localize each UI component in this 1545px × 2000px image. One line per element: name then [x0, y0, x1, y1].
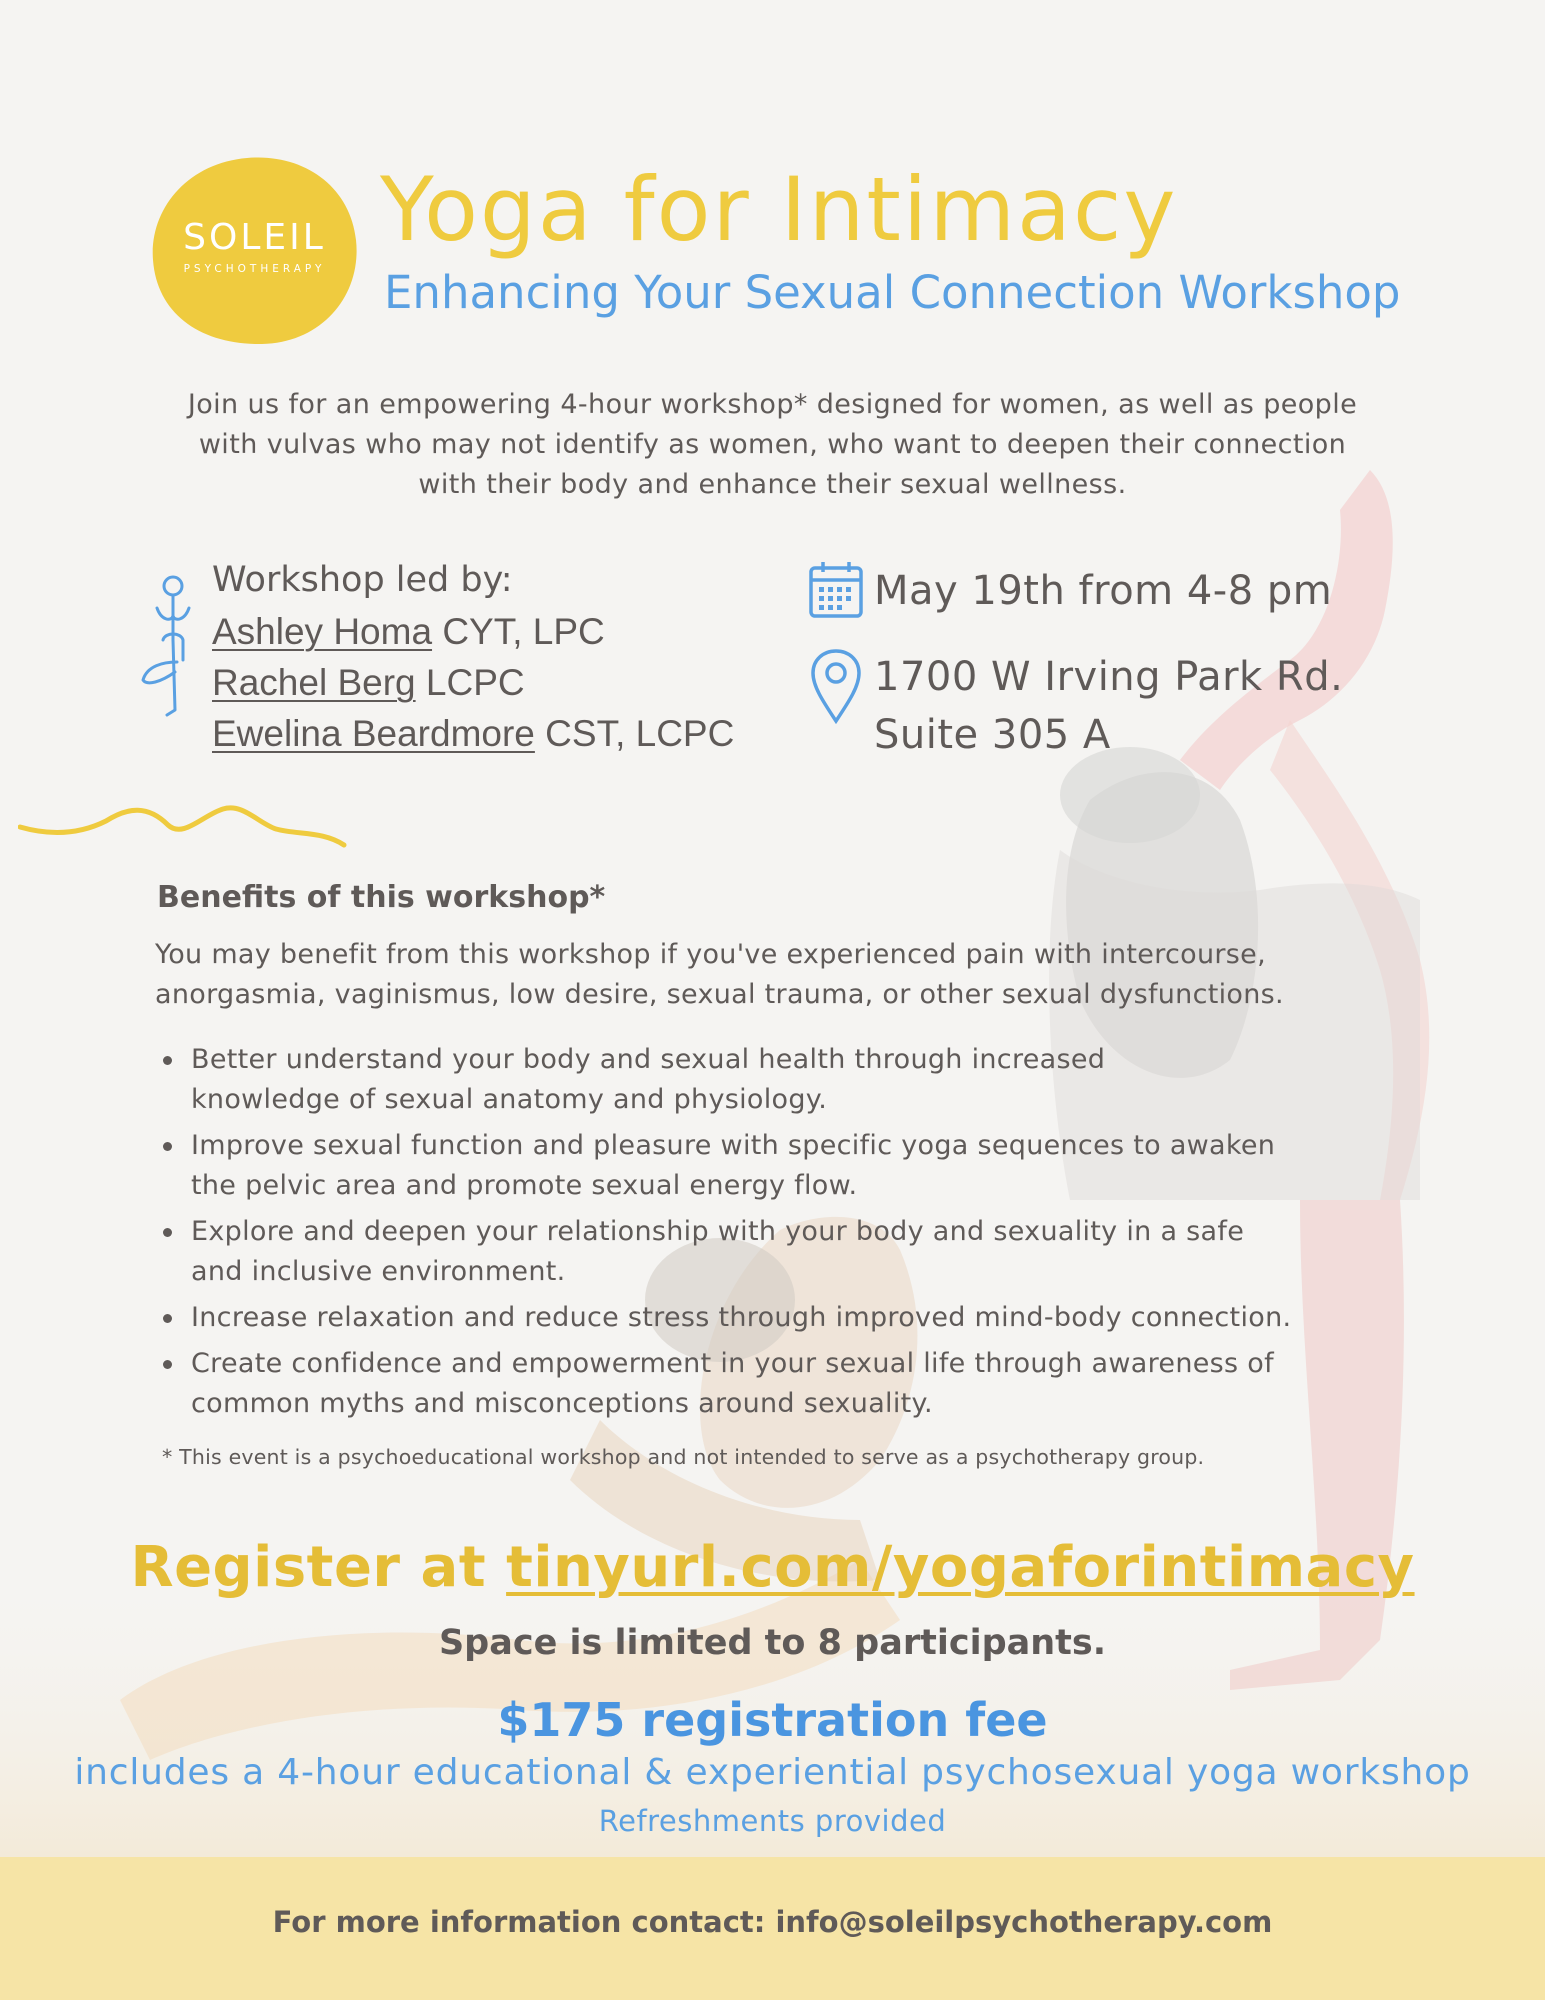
page-title: Yoga for Intimacy [380, 158, 1178, 261]
registration-fee: $175 registration fee [497, 1693, 1048, 1747]
leader-credentials: CYT, LPC [442, 611, 605, 652]
leader-row [212, 657, 734, 708]
capacity-note: Space is limited to 8 participants. [438, 1623, 1107, 1663]
event-date: May 19th from 4-8 pm [874, 568, 1333, 614]
register-line [0, 1535, 1545, 1600]
list-item: Improve sexual function and pleasure with specific yoga sequences to awaken the pelvic area and promote sexual energy flow. [155, 1126, 1301, 1206]
leader-name-link[interactable]: Ewelina Beardmore [212, 713, 535, 754]
leader-credentials: LCPC [425, 662, 525, 703]
leader-name-link[interactable]: Ashley Homa [212, 611, 433, 652]
logo-wordmark: SOLEIL [183, 217, 326, 258]
footnote: * This event is a psychoeducational workshop and not intended to serve as a psychotherapy group. [162, 1445, 1205, 1469]
benefits-intro: You may benefit from this workshop if you've experienced pain with intercourse, anorgasmia, vaginismus, low desire, sexual trauma, or other sexual dysfunctions. [155, 939, 1284, 1010]
logo-subtext: PSYCHOTHERAPY [183, 263, 326, 275]
leader-name-link[interactable]: Rachel Berg [212, 662, 416, 703]
soleil-logo [152, 155, 357, 345]
list-item: Explore and deepen your relationship with your body and sexuality in a safe and inclusive environment. [155, 1212, 1291, 1292]
list-item: Create confidence and empowerment in your sexual life through awareness of common myths and misconceptions around sexuality. [155, 1344, 1395, 1424]
yoga-pose-icon [137, 570, 205, 720]
page-subtitle: Enhancing Your Sexual Connection Workshop [384, 266, 1401, 319]
benefits-heading: Benefits of this workshop* [157, 880, 606, 915]
list-item: Better understand your body and sexual health through increased knowledge of sexual anatomy and physiology. [155, 1040, 1191, 1120]
register-prefix: Register at [130, 1535, 507, 1600]
benefits-list [155, 1040, 1395, 1430]
contact-info[interactable]: For more information contact: info@soleilpsychotherapy.com [272, 1905, 1273, 1939]
address-line-2: Suite 305 A [874, 712, 1111, 758]
event-address [874, 648, 1343, 764]
workshop-leaders [212, 555, 734, 759]
leader-credentials: CST, LCPC [545, 713, 735, 754]
fee-includes: includes a 4-hour educational & experiential psychosexual yoga workshop [74, 1752, 1471, 1793]
calendar-icon [808, 560, 864, 620]
map-pin-icon [810, 648, 862, 724]
list-item: Increase relaxation and reduce stress through improved mind-body connection. [155, 1298, 1395, 1338]
address-line-1: 1700 W Irving Park Rd. [874, 654, 1344, 700]
leader-row [212, 708, 734, 759]
leaders-heading: Workshop led by: [212, 560, 513, 600]
decorative-squiggle [18, 795, 348, 855]
refreshments-note: Refreshments provided [598, 1804, 947, 1838]
leader-row [212, 606, 734, 657]
intro-paragraph: Join us for an empowering 4-hour workshop* designed for women, as well as people with vulvas who may not identify as women, who want to deepen their connection with their body and enhance their sexual wellness. [187, 389, 1358, 500]
registration-link[interactable]: tinyurl.com/yogaforintimacy [506, 1535, 1415, 1600]
